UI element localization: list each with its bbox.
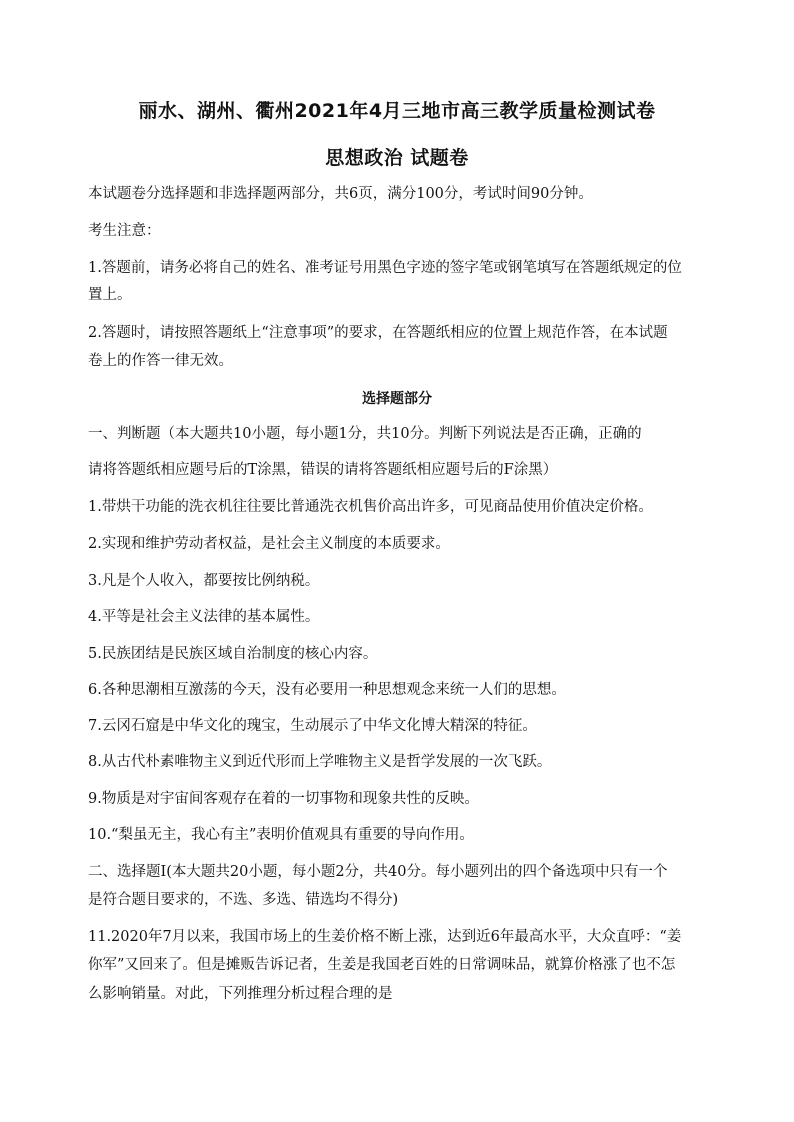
exam-subtitle: 思想政治 试题卷 (325, 147, 469, 169)
question-item: 10.“梨虽无主，我心有主”表明价值观具有重要的导向作用。 (88, 827, 474, 843)
question-item: 1.带烘干功能的洗衣机往往要比普通洗衣机售价高出许多，可见商品使用价值决定价格。 (88, 499, 653, 515)
question-item: 9.物质是对宇宙间客观存在着的一切事物和现象共性的反映。 (88, 791, 479, 807)
question-11-line-2: 你军”又回来了。但是摊贩告诉记者，生姜是我国老百姓的日常调味品，就算价格涨了也不怎 (88, 957, 676, 973)
exam-title: 丽水、湖州、衢州2021年4月三地市高三教学质量检测试卷 (138, 100, 656, 122)
part-one-heading-line-1: 一、判断题（本大题共10小题，每小题1分，共10分。判断下列说法是否正确，正确的 (88, 426, 642, 442)
question-item: 4.平等是社会主义法律的基本属性。 (88, 609, 320, 625)
question-11-line-1: 11.2020年7月以来，我国市场上的生姜价格不断上涨，达到近6年最高水平，大众直呼：“姜 (88, 929, 682, 945)
notice-heading: 考生注意： (88, 223, 161, 239)
question-item: 6.各种思潮相互激荡的今天，没有必要用一种思想观念来统一人们的思想。 (88, 682, 566, 698)
notice-2-line-2: 卷上的作答一律无效。 (88, 353, 233, 369)
part-two-heading-line-1: 二、选择题Ⅰ(本大题共20小题，每小题2分，共40分。每小题列出的四个备选项中只有一个 (88, 864, 668, 880)
part-one-heading-line-2: 请将答题纸相应题号后的T涂黑，错误的请将答题纸相应题号后的F涂黑） (88, 462, 558, 478)
section-title: 选择题部分 (362, 391, 432, 407)
question-item: 8.从古代朴素唯物主义到近代形而上学唯物主义是哲学发展的一次飞跃。 (88, 754, 552, 770)
notice-1-line-2: 置上。 (88, 287, 132, 303)
notice-1-line-1: 1.答题前，请务必将自己的姓名、准考证号用黑色字迹的签字笔或钢笔填写在答题纸规定的位 (88, 260, 682, 276)
part-two-heading-line-2: 是符合题目要求的，不选、多选、错选均不得分) (88, 892, 399, 908)
question-item: 3.凡是个人收入，都要按比例纳税。 (88, 573, 320, 589)
question-item: 5.民族团结是民族区域自治制度的核心内容。 (88, 646, 378, 662)
question-11-line-3: 么影响销量。对此，下列推理分析过程合理的是 (88, 986, 393, 1002)
exam-info-text: 本试题卷分选择题和非选择题两部分，共6页，满分100分，考试时间90分钟。 (88, 186, 593, 202)
notice-2-line-1: 2.答题时，请按照答题纸上“注意事项”的要求，在答题纸相应的位置上规范作答，在本试题 (88, 325, 668, 341)
question-item: 7.云冈石窟是中华文化的瑰宝，生动展示了中华文化博大精深的特征。 (88, 718, 537, 734)
question-item: 2.实现和维护劳动者权益，是社会主义制度的本质要求。 (88, 536, 450, 552)
